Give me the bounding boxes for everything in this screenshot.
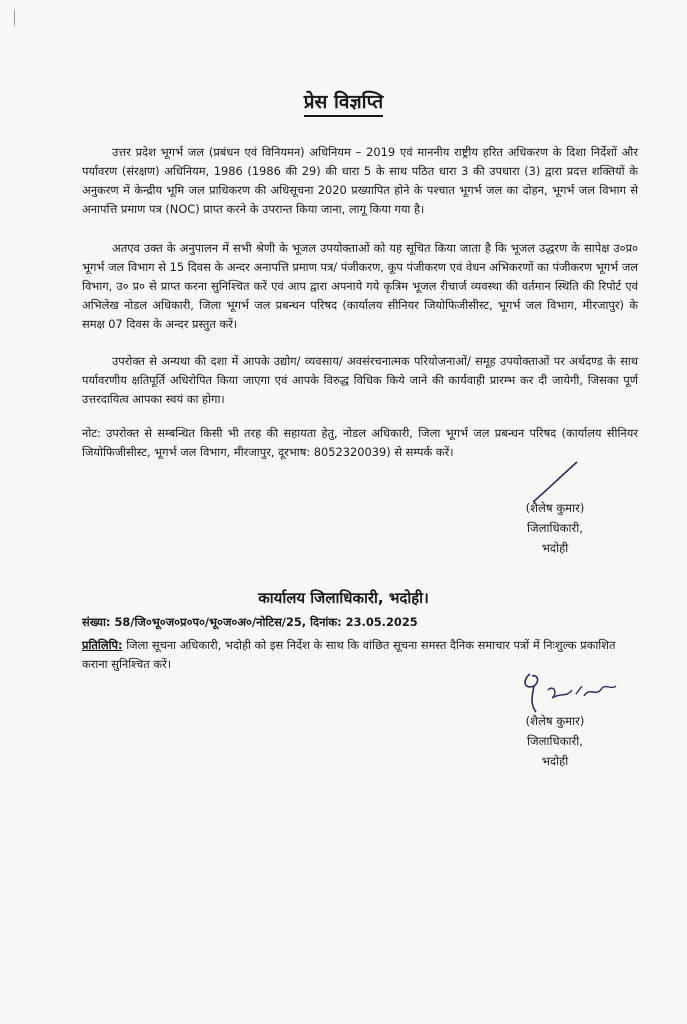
reference-number: संख्या: 58/जि०भू०ज०प्र०प०/भू०ज०अ०/नोटिस/25, दिनांक: 23.05.2025 (82, 615, 418, 629)
title-text: प्रेस विज्ञप्ति (304, 91, 384, 117)
handwritten-signature-icon (512, 668, 622, 716)
signature-block-1 (505, 498, 605, 558)
signatory-place: भदोही (541, 754, 569, 768)
copy-label: प्रतिलिपि: (82, 638, 123, 652)
signature-block-2 (505, 711, 605, 771)
copy-text: जिला सूचना अधिकारी, भदोही को इस निर्देश के साथ कि वांछित सूचना समस्त दैनिक समाचार पत्रों में निःशुल्क प्रकाशित कराना सुनिश्चित करें। (82, 638, 616, 671)
office-heading: कार्यालय जिलाधिकारी, भदोही। (258, 589, 429, 607)
paragraph-3: उपरोक्त से अन्यथा की दशा में आपके उद्योग/ व्यवसाय/ अवसंरचनात्मक परियोजनाओं/ समूह उपयोक्ताओं पर अर्थदण्ड के साथ पर्यावरणीय क्षतिपूर्ति अधिरोपित किया जाएगा एवं आपके विरुद्ध विधिक किये जाने की कार्यवाही प्रारम्भ कर दी जायेगी, जिसका पूर्ण उत्तरदायित्व आपका स्वयं का होगा। (82, 354, 638, 406)
paragraph-1: उत्तर प्रदेश भूगर्भ जल (प्रबंधन एवं विनियमन) अधिनियम – 2019 एवं माननीय राष्ट्रीय हरित अधिकरण के दिशा निर्देशों और पर्यावरण (संरक्षण) अधिनियम, 1986 (1986 की 29) की धारा 5 के साथ पठित धारा 3 की उपधारा (3) द्वारा प्रदत्त शक्तियों के अनुकरण में केन्द्रीय भूमि जल प्राधिकरण की अधिसूचना 2020 प्रख्यापित होने के पश्चात भूगर्भ जल का दोहन, भूगर्भ जल विभाग से अनापत्ति प्रमाण पत्र (NOC) प्राप्त करने के उपरान्त किया जाना, लागू किया गया है। (82, 145, 638, 216)
signatory-name: (शैलेष कुमार) (525, 714, 585, 728)
signatory-name: (शैलेष कुमार) (525, 501, 585, 515)
signatory-designation: जिलाधिकारी, (527, 734, 583, 748)
page-edge-mark (14, 10, 15, 26)
note-paragraph: नोट: उपरोक्त से सम्बन्धित किसी भी तरह की सहायता हेतु, नोडल अधिकारी, जिला भूगर्भ जल प्रबन्धन परिषद (कार्यालय सीनियर जियोफिजीसीस्ट, भूगर्भ जल विभाग, मीरजापुर, दूरभाष: 8052320039) से सम्पर्क करें। (82, 426, 638, 459)
document-title (0, 88, 687, 114)
signatory-designation: जिलाधिकारी, (527, 521, 583, 535)
paragraph-2: अतएव उक्त के अनुपालन में सभी श्रेणी के भूजल उपयोक्ताओं को यह सूचित किया जाता है कि भूजल उद्धरण के सापेक्ष उ०प्र० भूगर्भ जल विभाग से 15 दिवस के अन्दर अनापत्ति प्रमाण पत्र/ पंजीकरण, कूप पंजीकरण एवं वेधन अभिकरणों का पंजीकरण भूगर्भ जल विभाग, उ० प्र० से प्राप्त करना सुनिश्चित करें एवं आप द्वारा अपनाये गये कृत्रिम भूजल रीचार्ज व्यवस्था की वर्तमान स्थिति की रिपोर्ट एवं अभिलेख नोडल अधिकारी, जिला भूगर्भ जल प्रबन्धन परिषद (कार्यालय सीनियर जियोफिजीसीस्ट, भूगर्भ जल विभाग, मीरजापुर) के समक्ष 07 दिवस के अन्दर प्रस्तुत करें। (82, 241, 638, 331)
signatory-place: भदोही (541, 541, 569, 555)
